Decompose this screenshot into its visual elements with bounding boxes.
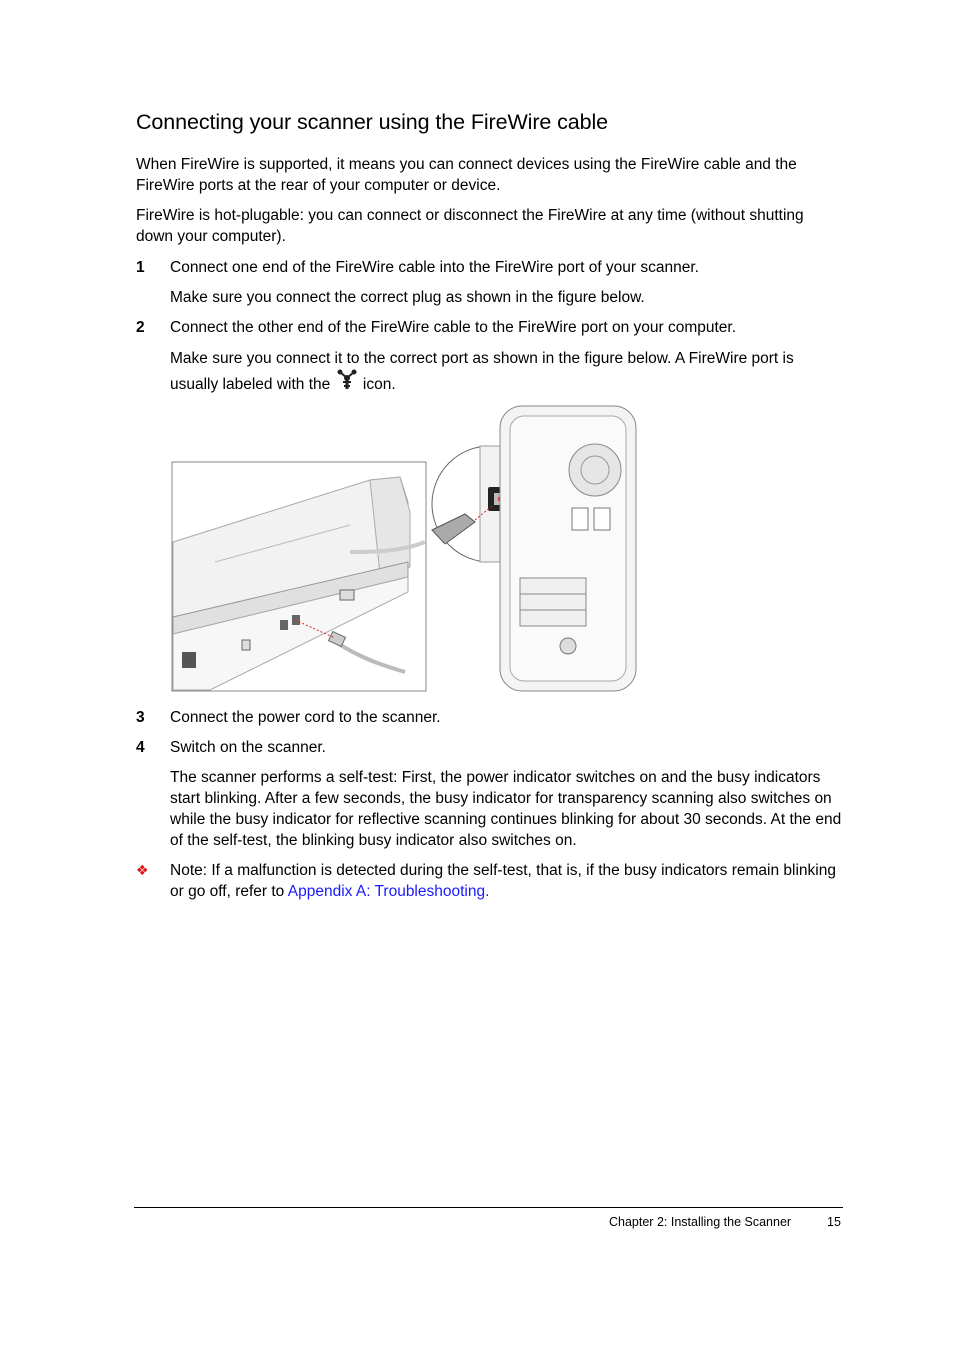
section-heading: Connecting your scanner using the FireWire cable	[136, 110, 609, 134]
step-detail: Make sure you connect it to the correct port as shown in the figure below. A FireWire port is usually labeled with the icon.	[170, 350, 794, 393]
step-text: Connect the other end of the FireWire cable to the FireWire port on your computer.	[170, 319, 737, 336]
step-number: 3	[136, 709, 145, 726]
step-detail: Make sure you connect the correct plug as shown in the figure below.	[170, 289, 645, 306]
step-number: 4	[136, 739, 145, 756]
step-text: Connect the power cord to the scanner.	[170, 709, 441, 726]
computer-illustration	[500, 406, 636, 691]
footer-chapter: Chapter 2: Installing the Scanner	[609, 1215, 792, 1229]
page-number: 15	[827, 1215, 841, 1229]
step-text: Switch on the scanner.	[170, 739, 326, 756]
note-paragraph: Note: If a malfunction is detected during the self-test, that is, if the busy indicators remain blinking or go off, refer to Appendix A: Troubleshooting.	[170, 862, 836, 900]
intro-paragraph-2: FireWire is hot-plugable: you can connect or disconnect the FireWire at any time (without shutting down your computer).	[136, 207, 804, 245]
note-marker-icon: ❖	[136, 862, 149, 878]
firewire-connection-illustration	[170, 402, 640, 694]
step-text: Connect one end of the FireWire cable into the FireWire port of your scanner.	[170, 259, 699, 276]
step-number: 2	[136, 319, 145, 336]
step-number: 1	[136, 259, 145, 276]
intro-paragraph-1: When FireWire is supported, it means you can connect devices using the FireWire cable and the FireWire ports at the rear of your computer or device.	[136, 156, 797, 194]
footer-divider	[134, 1207, 843, 1208]
step-detail: The scanner performs a self-test: First, the power indicator switches on and the busy indicators start blinking. After a few seconds, the busy indicator for transparency scanning also switches on while the busy indicator for reflective scanning continues blinking for about 30 seconds. At the end of the self-test, the blinking busy indicator also switches on.	[170, 769, 842, 849]
appendix-link[interactable]: Appendix A: Troubleshooting	[287, 883, 486, 900]
scanner-illustration	[172, 462, 426, 691]
firewire-icon	[337, 369, 357, 391]
